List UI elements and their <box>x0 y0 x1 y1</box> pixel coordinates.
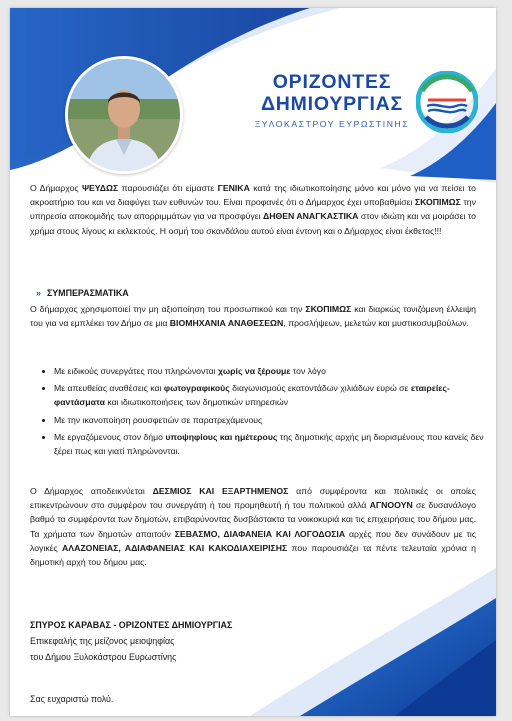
text: παρουσιάζει ότι είμαστε <box>118 183 218 193</box>
conclusions-paragraph <box>30 302 476 330</box>
emphasis: υποψηφίους και ημέτερους <box>165 431 278 442</box>
closing-thanks: Σας ευχαριστώ πολύ. <box>30 694 114 704</box>
signature-municipality: του Δήμου Ξυλοκάστρου Ευρωστίνης <box>30 652 177 662</box>
list-item <box>54 381 494 409</box>
text: Με την ικανοποίηση ρουσφετιών σε παρατρεχάμενους <box>54 414 263 425</box>
emphasis: ΑΛΑΖΟΝΕΙΑΣ, ΑΔΙΑΦΑΝΕΙΑΣ ΚΑΙ ΚΑΚΟΔΙΑΧΕΙΡΙΣΗΣ <box>62 542 288 553</box>
section-heading <box>36 286 129 300</box>
emphasis: ΣΚΟΠΙΜΩΣ <box>305 304 352 314</box>
text: από συμφέροντα και πολιτικές οι οποίες επικεντρώνουν στο συμφέρον του συνεργάτη ή του προμηθευτή ή του πολιτικού αλλά <box>30 486 476 511</box>
signature-title: Επικεφαλής της μείζονος μειοψηφίας <box>30 636 175 646</box>
emphasis: ΔΕΣΜΙΟΣ ΚΑΙ ΕΞΑΡΤΗΜΕΝΟΣ <box>152 486 289 496</box>
text: Με απευθείας αναθέσεις και <box>54 383 164 394</box>
document-page <box>10 8 496 716</box>
party-name-line1: ΟΡΙΖΟΝΤΕΣ <box>272 71 392 93</box>
emphasis: ΣΚΟΠΙΜΩΣ <box>414 197 461 208</box>
bullet-list <box>34 364 494 461</box>
text: σε δυσανάλογο βαθμό τα συμφέροντα των δημοτών, επιβαρύνοντας δυσβάστακτα τα νοικοκυριά και τις επιχειρήσεις του δήμου μας. Τα χρήματα των δημοτών απαιτούν <box>30 500 476 539</box>
section-heading-label: ΣΥΜΠΕΡΑΣΜΑΤΙΚΑ <box>46 288 129 298</box>
text: Ο δήμαρχος χρησιμοποιεί την μη αξιοποίηση του προσωπικού και την <box>30 304 306 314</box>
list-item <box>54 430 494 458</box>
text: , προσλήψεων, μελετών και μυστικοσυμβούλων. <box>283 318 469 329</box>
document-body <box>10 8 496 716</box>
text: κατά της ιδιωτικοποίησης μόνο και μόνο για να πείσει το ακροατήριο του και να διαφύγει των ευθυνών του. Είναι προφανές ότι ο Δήμαρχος έχει υποβαθμίσει <box>30 183 476 208</box>
emphasis: ΣΕΒΑΣΜΟ, ΔΙΑΦΑΝΕΙΑ ΚΑΙ ΛΟΓΟΔΟΣΙΑ <box>174 528 346 539</box>
text: Με εργαζόμενους στον δήμο <box>54 431 166 442</box>
emphasis: ΔΗΘΕΝ ΑΝΑΓΚΑΣΤΙΚΑ <box>262 211 359 222</box>
text: την υπηρεσία αποκομιδής των απορριμμάτων για να προσφύγει <box>30 197 476 222</box>
emphasis: ΒΙΟΜΗΧΑΝΙΑ ΑΝΑΘΕΣΕΩΝ <box>169 318 284 329</box>
list-item <box>54 364 494 378</box>
emphasis: ΨΕΥΔΩΣ <box>81 183 119 193</box>
party-subtitle: ΞΥΛΟΚΑΣΤΡΟΥ ΕΥΡΩΣΤΙΝΗΣ <box>254 119 410 129</box>
double-chevron-icon: » <box>36 288 41 298</box>
text: τον λόγο <box>290 366 326 376</box>
intro-paragraph <box>30 181 476 238</box>
text: στον ιδιώτη και να μοιράσει το χρήμα στους λίγους κι εκλεκτούς. Η οσμή του σκανδάλου αυτού είναι έντονη και ο Δήμαρχος είναι έκθετος!!! <box>30 211 477 236</box>
text: που παρουσιάζει τα πέντε τελευταία χρόνια η δημοτική αρχή του δήμου μας. <box>30 542 477 568</box>
emphasis: εταιρείες-φαντάσματα <box>54 383 450 408</box>
emphasis: φωτογραφικούς <box>163 383 230 394</box>
signature-block <box>30 617 232 665</box>
text: και ιδιωτικοποιήσεις των δημοτικών υπηρεσιών <box>104 397 289 408</box>
text: Ο Δήμαρχος <box>30 183 82 193</box>
text: διαγωνισμούς εκατοντάδων χιλιάδων ευρώ σε <box>229 383 411 394</box>
text: της δημοτικής αρχής μη διορισμένους που κανείς δεν ξέρει πως και γιατί πληρώνονται. <box>54 431 484 457</box>
signature-name: ΣΠΥΡΟΣ ΚΑΡΑΒΑΣ - ΟΡΙΖΟΝΤΕΣ ΔΗΜΙΟΥΡΓΙΑΣ <box>30 620 233 630</box>
emphasis: χωρίς να ξέρουμε <box>218 366 291 376</box>
text: και διαρκώς τονιζόμενη έλλειψη του για να εμπλέκει τον Δήμο σε μια <box>30 304 477 329</box>
emphasis: ΑΓΝΟΟΥΝ <box>369 500 413 511</box>
text: Με ειδικούς συνεργάτες που πληρώνονται <box>54 366 219 376</box>
party-name-line2: ΔΗΜΙΟΥΡΓΙΑΣ <box>260 93 404 115</box>
text: αρχές που δεν συνάδουν με τις λογικές <box>30 528 477 553</box>
closing-paragraph <box>30 484 476 569</box>
list-item <box>54 413 494 427</box>
text: Ο Δήμαρχος αποδεικνύεται <box>30 486 153 496</box>
emphasis: ΓΕΝΙΚΑ <box>217 183 250 193</box>
